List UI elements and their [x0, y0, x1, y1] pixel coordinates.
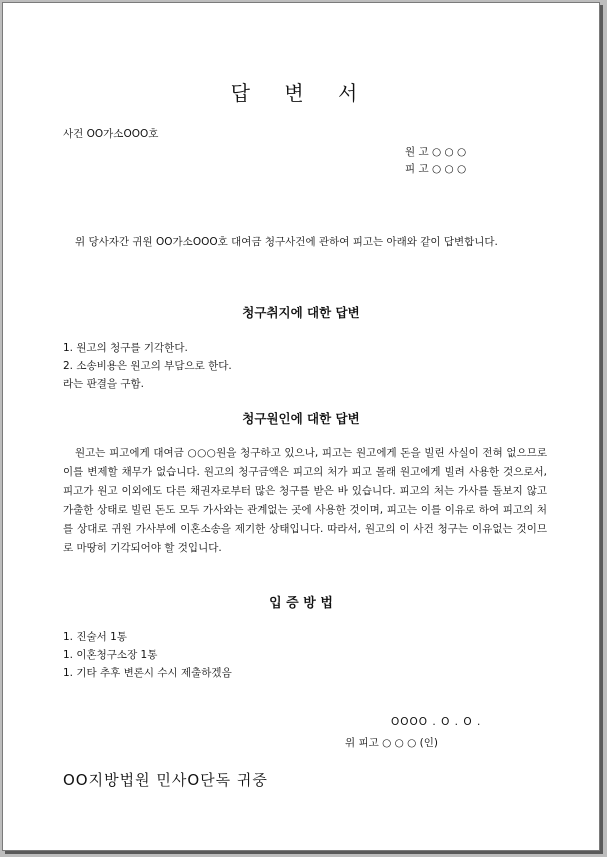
document-date: OOOO . O . O .: [391, 716, 482, 728]
evidence-list: [63, 628, 232, 682]
cause-answer-paragraph: 원고는 피고에게 대여금 ○○○원을 청구하고 있으나, 피고는 원고에게 돈을 빌린 사실이 전혀 없으므로 이를 변제할 채무가 없습니다. 원고의 청구금액은 피고의 처가 피고 몰래 원고에게 빌려 사용한 것으로서, 피고가 원고 이외에도 다른 채권자로부터 많은 청구를 받은 바 있습니다. 피고의 처는 가사를 돌보지 않고 가출한 상태로 빌린 돈도 모두 가사와는 관계없는 곳에 사용한 것이며, 피고는 이를 이유로 하여 피고의 처를 상대로 귀원 가사부에 이혼소송을 제기한 상태입니다. 따라서, 원고의 이 사건 청구는 이유없는 것이므로 마땅히 기각되어야 할 것입니다.: [63, 447, 547, 554]
case-number: 사건 OO가소OOO호: [63, 128, 159, 140]
section-heading-evidence: 입 증 방 법: [269, 596, 333, 611]
list-item: 2. 소송비용은 원고의 부담으로 한다.: [63, 360, 232, 372]
defendant-line: 피 고 ○ ○ ○: [405, 163, 467, 175]
list-item: 1. 기타 추후 변론시 수시 제출하겠음: [63, 667, 232, 679]
document-title: 답 변 서: [230, 81, 372, 105]
list-item: 라는 판결을 구함.: [63, 378, 145, 390]
list-item: 1. 진술서 1통: [63, 631, 127, 643]
defendant-signature: 위 피고 ○ ○ ○ (인): [345, 737, 438, 749]
plaintiff-line: 원 고 ○ ○ ○: [405, 146, 467, 158]
document-page: [2, 2, 600, 851]
section-heading-cause: 청구원인에 대한 답변: [242, 411, 360, 426]
list-item: 1. 원고의 청구를 기각한다.: [63, 342, 188, 354]
claim-answer-list: [63, 339, 232, 393]
section-heading-claim: 청구취지에 대한 답변: [242, 305, 360, 320]
list-item: 1. 이혼청구소장 1통: [63, 649, 158, 661]
court-addressee: OO지방법원 민사O단독 귀중: [63, 771, 268, 789]
intro-paragraph: 위 당사자간 귀원 OO가소OOO호 대여금 청구사건에 관하여 피고는 아래와 같이 답변합니다.: [75, 236, 498, 248]
